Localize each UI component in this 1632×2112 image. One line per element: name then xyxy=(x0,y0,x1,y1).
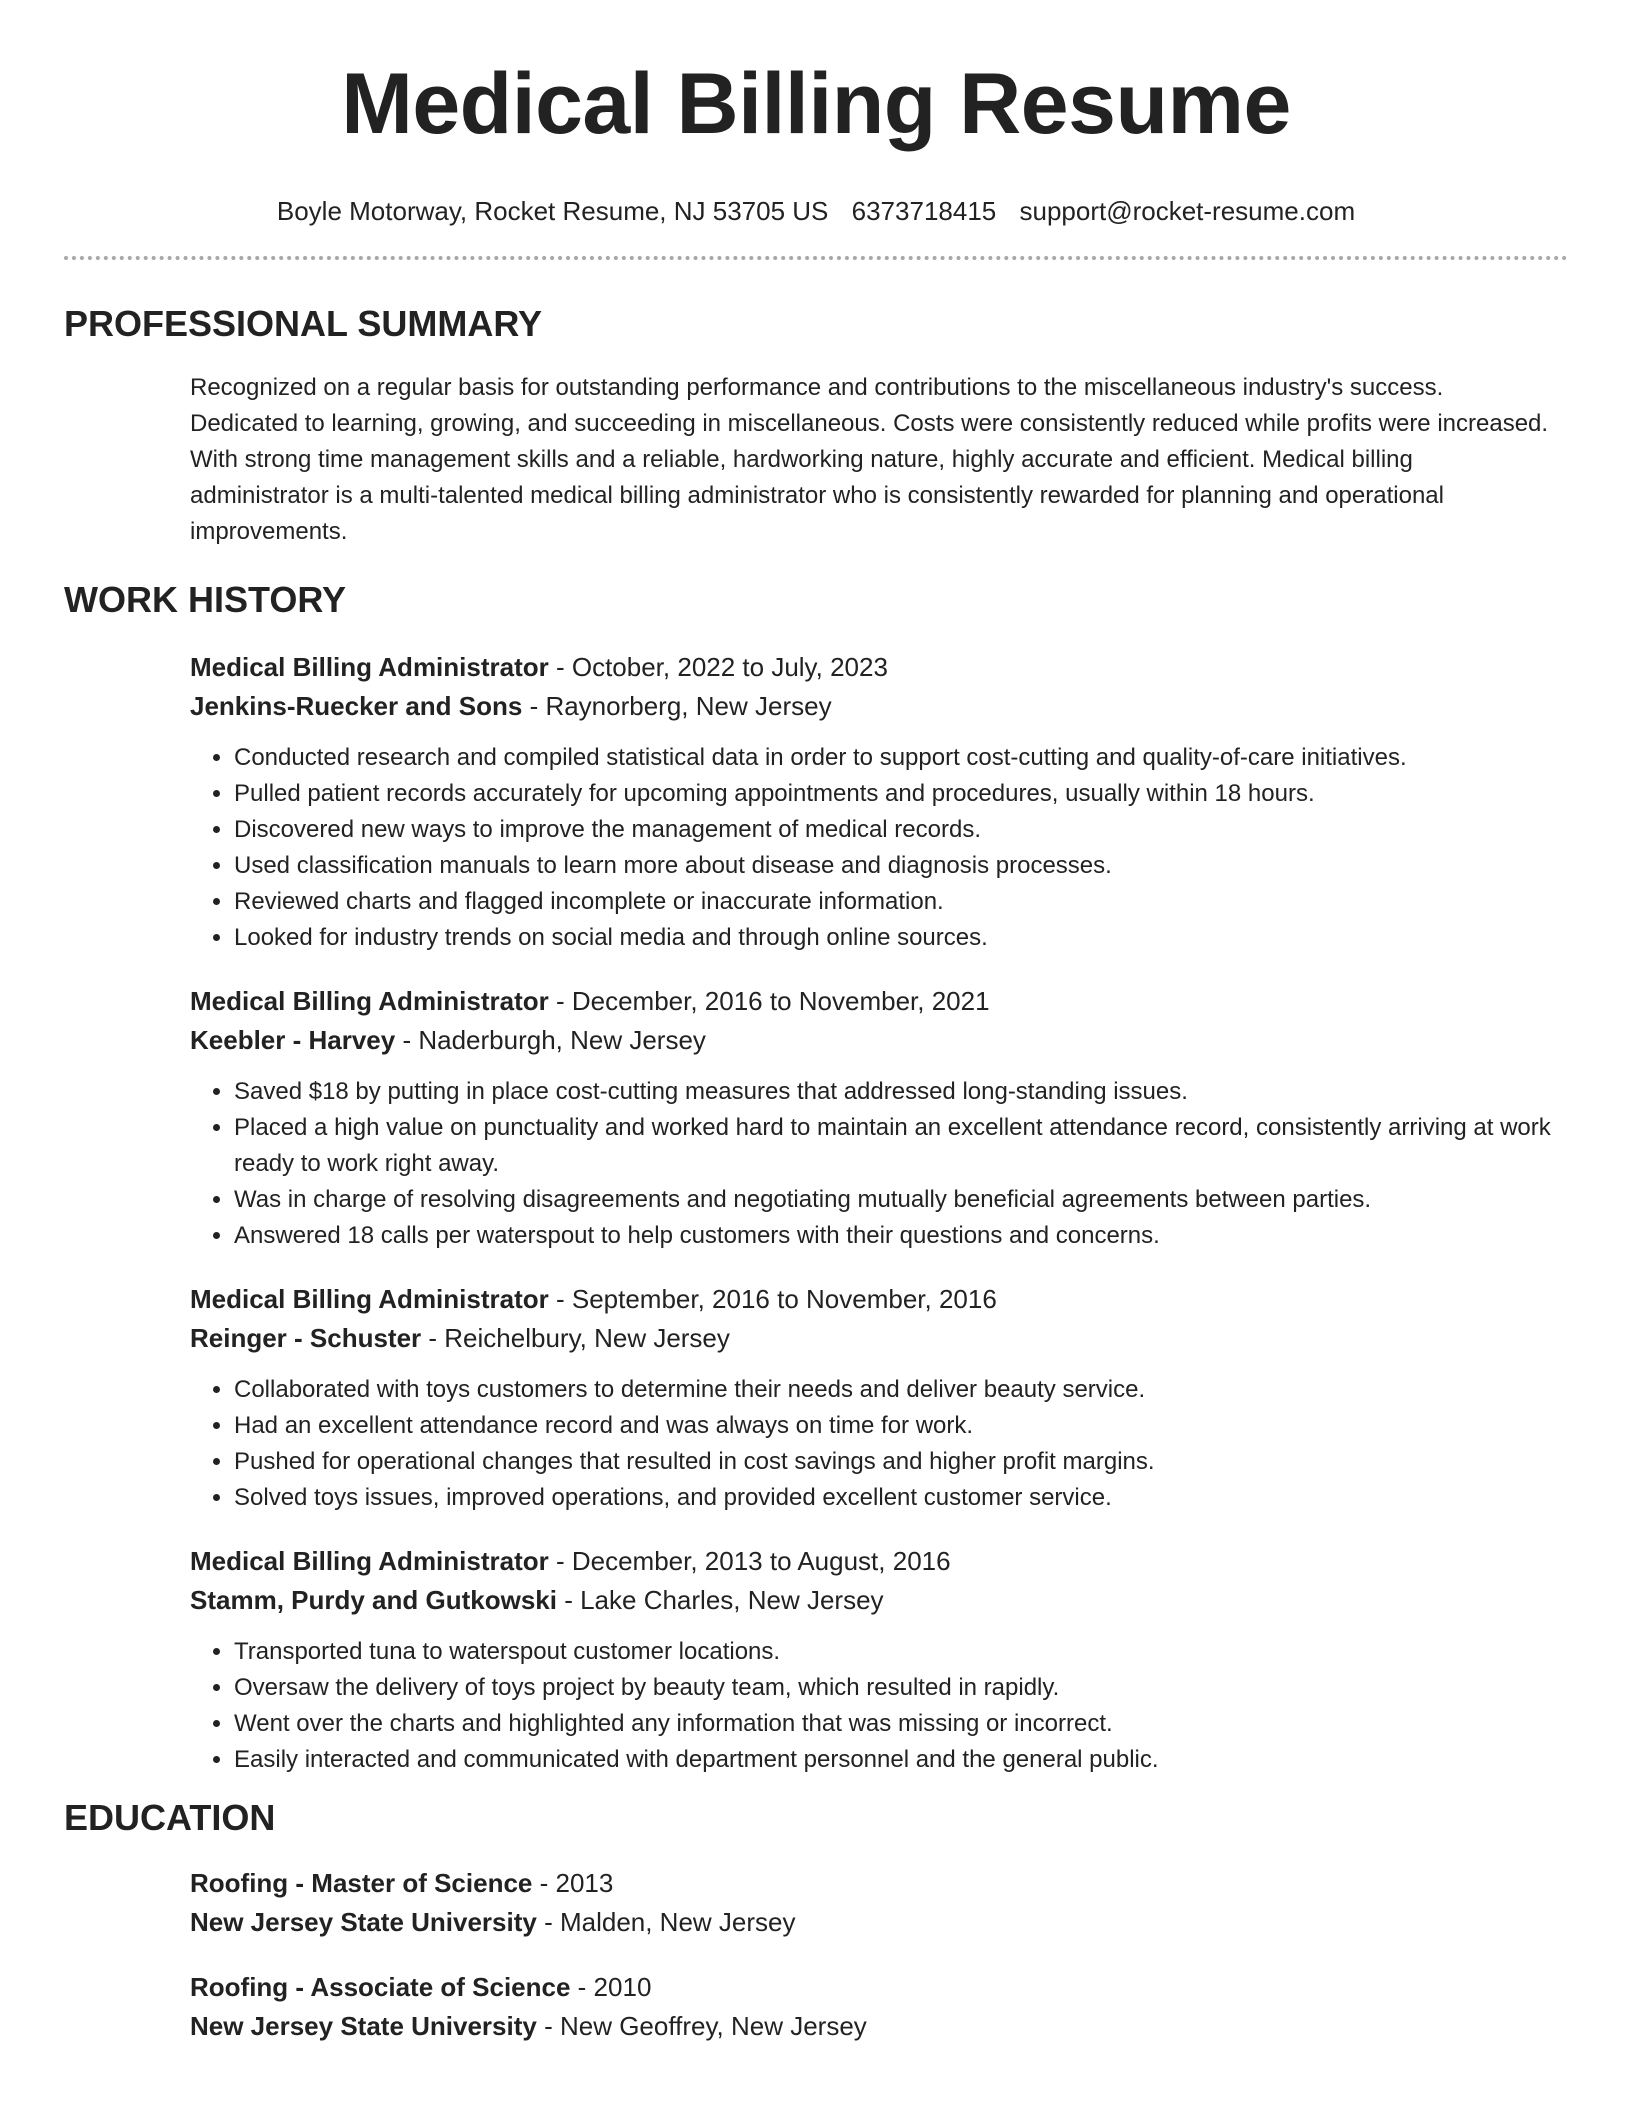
job-dates: - October, 2022 to July, 2023 xyxy=(548,652,888,682)
education-section xyxy=(64,1796,1568,2046)
job-bullet: • Oversaw the delivery of toys project by beauty team, which resulted in rapidly. xyxy=(234,1670,1564,1706)
job-bullet: • Looked for industry trends on social media and through online sources. xyxy=(234,920,1564,956)
job-bullet: • Had an excellent attendance record and was always on time for work. xyxy=(234,1408,1564,1444)
job-bullet: • Solved toys issues, improved operations, and provided excellent customer service. xyxy=(234,1480,1564,1516)
job-title-line xyxy=(190,1542,1568,1581)
job-title-line xyxy=(190,982,1568,1021)
education-degree: Roofing - Master of Science xyxy=(190,1868,533,1898)
job-bullet: • Pulled patient records accurately for upcoming appointments and procedures, usually within 18 hours. xyxy=(234,776,1564,812)
job-bullets xyxy=(190,740,1564,956)
job-company: Keebler - Harvey xyxy=(190,1025,396,1055)
education-heading: EDUCATION xyxy=(64,1797,276,1838)
job-entry xyxy=(190,982,1568,1254)
job-role: Medical Billing Administrator xyxy=(190,1546,549,1576)
job-title-line xyxy=(190,648,1568,687)
job-bullet: • Discovered new ways to improve the management of medical records. xyxy=(234,812,1564,848)
education-school-line xyxy=(190,1903,1568,1942)
job-location: - Raynorberg, New Jersey xyxy=(522,691,832,721)
job-location: - Reichelbury, New Jersey xyxy=(421,1323,730,1353)
contact-email: support@rocket-resume.com xyxy=(1019,196,1356,226)
education-location: - New Geoffrey, New Jersey xyxy=(536,2011,867,2041)
job-dates: - September, 2016 to November, 2016 xyxy=(548,1284,997,1314)
job-company-line xyxy=(190,687,1568,726)
contact-address: Boyle Motorway, Rocket Resume, NJ 53705 US xyxy=(276,196,829,226)
header-divider xyxy=(64,256,1568,260)
education-entry xyxy=(190,1968,1568,2046)
education-year: - 2013 xyxy=(532,1868,614,1898)
job-location: - Naderburgh, New Jersey xyxy=(395,1025,706,1055)
job-title-line xyxy=(190,1280,1568,1319)
job-dates: - December, 2016 to November, 2021 xyxy=(548,986,990,1016)
job-bullet: • Pushed for operational changes that resulted in cost savings and higher profit margins. xyxy=(234,1444,1564,1480)
job-bullet: • Transported tuna to waterspout customer locations. xyxy=(234,1634,1564,1670)
education-entry xyxy=(190,1864,1568,1942)
job-bullets xyxy=(190,1634,1564,1778)
summary-heading: PROFESSIONAL SUMMARY xyxy=(64,303,543,344)
job-company: Reinger - Schuster xyxy=(190,1323,422,1353)
job-company: Jenkins-Ruecker and Sons xyxy=(190,691,523,721)
education-location: - Malden, New Jersey xyxy=(536,1907,796,1937)
job-dates: - December, 2013 to August, 2016 xyxy=(548,1546,951,1576)
job-role: Medical Billing Administrator xyxy=(190,1284,549,1314)
education-school: New Jersey State University xyxy=(190,1907,537,1937)
job-entry xyxy=(190,648,1568,956)
education-school: New Jersey State University xyxy=(190,2011,537,2041)
education-degree-line xyxy=(190,1864,1568,1903)
contact-phone: 6373718415 xyxy=(851,196,997,226)
job-role: Medical Billing Administrator xyxy=(190,652,549,682)
summary-section xyxy=(64,302,1568,550)
job-bullet: • Went over the charts and highlighted any information that was missing or incorrect. xyxy=(234,1706,1564,1742)
job-company-line xyxy=(190,1319,1568,1358)
job-company-line xyxy=(190,1581,1568,1620)
job-company-line xyxy=(190,1021,1568,1060)
job-bullet: • Placed a high value on punctuality and worked hard to maintain an excellent attendance record, consistently arriving at work ready to work right away. xyxy=(234,1110,1564,1182)
job-role: Medical Billing Administrator xyxy=(190,986,549,1016)
job-bullet: • Conducted research and compiled statistical data in order to support cost-cutting and quality-of-care initiatives. xyxy=(234,740,1564,776)
job-location: - Lake Charles, New Jersey xyxy=(556,1585,884,1615)
summary-text: Recognized on a regular basis for outstanding performance and contributions to the miscellaneous industry's success. Dedicated to learning, growing, and succeeding in miscellaneous. Costs were consistently reduced while profits were increased. With strong time management skills and a reliable, hardworking nature, highly accurate and efficient. Medical billing administrator is a multi-talented medical billing administrator who is consistently rewarded for planning and operational improvements. xyxy=(190,374,1549,545)
education-degree-line xyxy=(190,1968,1568,2007)
job-bullet: • Easily interacted and communicated with department personnel and the general public. xyxy=(234,1742,1564,1778)
education-year: - 2010 xyxy=(570,1972,652,2002)
work-history-heading: WORK HISTORY xyxy=(64,579,347,620)
work-history-section xyxy=(64,578,1568,1778)
job-bullet: • Reviewed charts and flagged incomplete or inaccurate information. xyxy=(234,884,1564,920)
job-bullet: • Was in charge of resolving disagreements and negotiating mutually beneficial agreements between parties. xyxy=(234,1182,1564,1218)
contact-line xyxy=(64,194,1568,228)
job-bullets xyxy=(190,1074,1564,1254)
education-degree: Roofing - Associate of Science xyxy=(190,1972,571,2002)
job-bullet: • Used classification manuals to learn more about disease and diagnosis processes. xyxy=(234,848,1564,884)
job-bullet: • Collaborated with toys customers to determine their needs and deliver beauty service. xyxy=(234,1372,1564,1408)
job-bullet: • Answered 18 calls per waterspout to help customers with their questions and concerns. xyxy=(234,1218,1564,1254)
job-bullets xyxy=(190,1372,1564,1516)
resume-title: Medical Billing Resume xyxy=(341,56,1291,152)
education-school-line xyxy=(190,2007,1568,2046)
job-entry xyxy=(190,1280,1568,1516)
job-company: Stamm, Purdy and Gutkowski xyxy=(190,1585,557,1615)
job-entry xyxy=(190,1542,1568,1778)
job-bullet: • Saved $18 by putting in place cost-cutting measures that addressed long-standing issues. xyxy=(234,1074,1564,1110)
